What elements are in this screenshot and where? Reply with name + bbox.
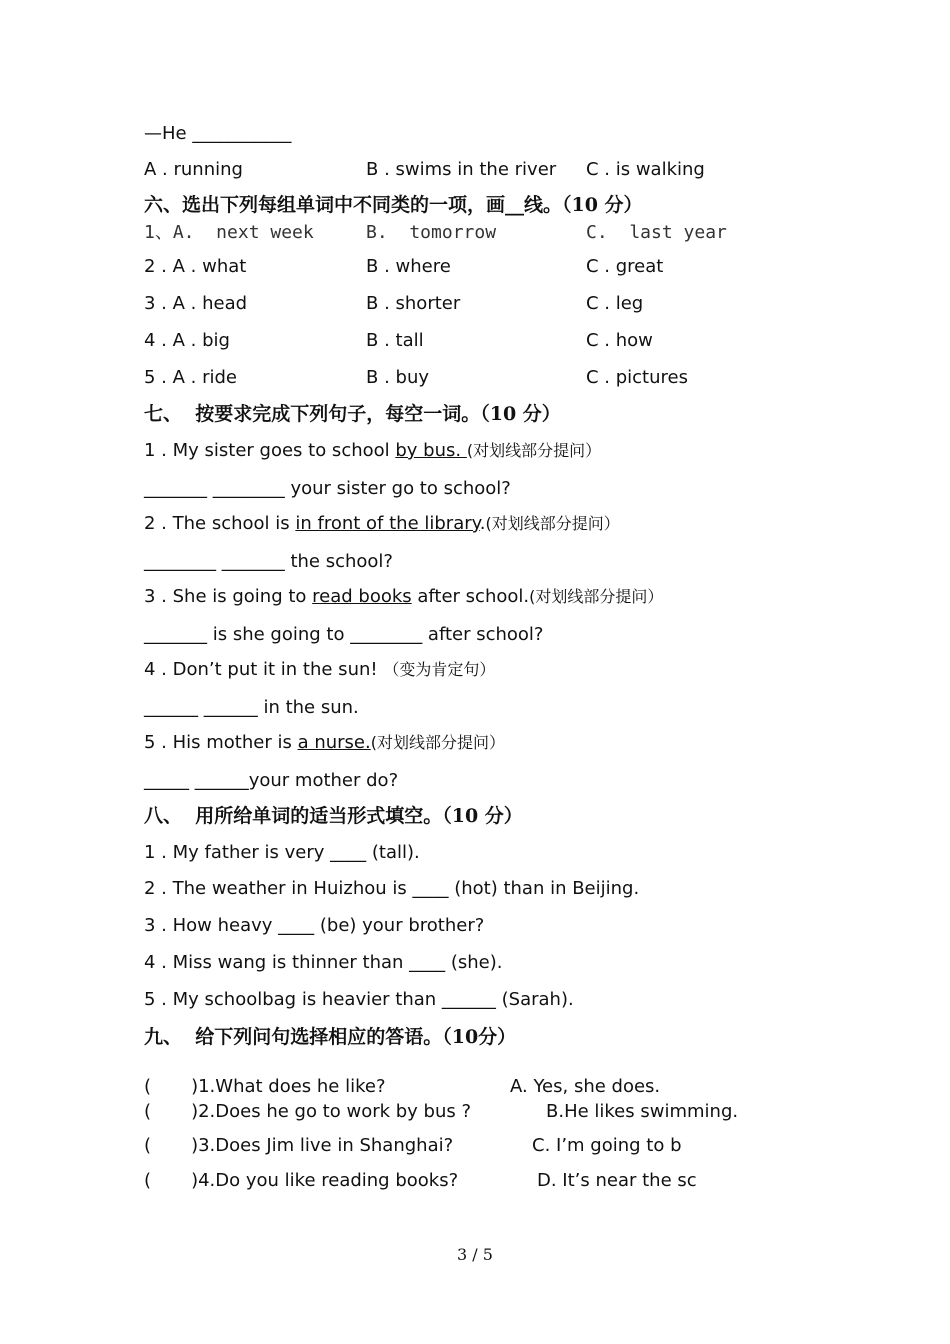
option-c: C . is walking [586, 159, 705, 180]
s7-q2 [144, 515, 620, 533]
section-6-title: 六、选出下列每组单词中不同类的一项，画__线。（10 分） [144, 194, 643, 216]
s8-item-4: 4 . Miss wang is thinner than ____ (she). [144, 952, 503, 973]
s7-q3-post: after school. [411, 586, 530, 607]
s9-answer-c: C. I’m going to b [532, 1135, 682, 1156]
s7-q3-answer: _______ is she going to ________ after school? [144, 624, 544, 645]
s7-q4 [144, 661, 495, 679]
s9-question-1: ( )1.What does he like? [144, 1076, 386, 1097]
s7-q4-text: 4 . Don’t put it in the sun! [144, 659, 384, 680]
s6-row1-a: 1、A. next week [144, 222, 314, 243]
s7-q5 [144, 734, 505, 752]
s8-item-1: 1 . My father is very ____ (tall). [144, 842, 420, 863]
s8-item-3: 3 . How heavy ____ (be) your brother? [144, 915, 485, 936]
s9-question-2: ( )2.Does he go to work by bus ? [144, 1101, 472, 1122]
s6-row5-a: 5 . A . ride [144, 367, 237, 388]
s7-q1-answer: _______ ________ your sister go to school? [144, 478, 511, 499]
s7-q1-note: (对划线部分提问） [466, 441, 602, 460]
s7-q2-post: . [479, 513, 486, 534]
s6-row4-c: C . how [586, 330, 653, 351]
s9-question-3: ( )3.Does Jim live in Shanghai? [144, 1135, 454, 1156]
s7-q5-answer: _____ ______your mother do? [144, 770, 399, 791]
s7-q3 [144, 588, 663, 606]
s8-item-2: 2 . The weather in Huizhou is ____ (hot) than in Beijing. [144, 878, 640, 899]
s7-q2-note: (对划线部分提问） [485, 514, 620, 533]
s8-item-5: 5 . My schoolbag is heavier than ______ (Sarah). [144, 989, 574, 1010]
s7-q3-text: 3 . She is going to [144, 586, 313, 607]
s6-row4-b: B . tall [366, 330, 424, 351]
s6-row4-a: 4 . A . big [144, 330, 230, 351]
option-b: B . swims in the river [366, 159, 557, 180]
s7-q3-underlined: read books [312, 586, 412, 607]
s6-row2-a: 2 . A . what [144, 256, 247, 277]
s9-answer-b: B.He likes swimming. [546, 1101, 739, 1122]
s7-q5-note: (对划线部分提问） [370, 733, 505, 752]
s9-question-4: ( )4.Do you like reading books? [144, 1170, 459, 1191]
s6-row5-c: C . pictures [586, 367, 688, 388]
s9-answer-d: D. It’s near the sc [537, 1170, 697, 1191]
s7-q5-text: 5 . His mother is [144, 732, 298, 753]
s7-q5-underlined: a nurse. [297, 732, 371, 753]
s7-q3-note: (对划线部分提问） [529, 587, 664, 606]
s7-q4-answer: ______ ______ in the sun. [144, 697, 359, 718]
option-a: A . running [144, 159, 243, 180]
s7-q2-text: 2 . The school is [144, 513, 296, 534]
s6-row3-b: B . shorter [366, 293, 461, 314]
section-8-title: 八、 用所给单词的适当形式填空。（10 分） [144, 805, 523, 827]
s6-row3-c: C . leg [586, 293, 644, 314]
s7-q1-text: 1 . My sister goes to school [144, 440, 396, 461]
s6-row1-c: C. last year [586, 222, 727, 243]
s9-answer-a: A. Yes, she does. [510, 1076, 661, 1097]
s6-row2-b: B . where [366, 256, 451, 277]
s7-q2-answer: ________ _______ the school? [144, 551, 393, 572]
prev-question-answer-line: —He ___________ [144, 123, 292, 144]
s7-q1 [144, 442, 601, 460]
s7-q4-note: （变为肯定句） [383, 660, 496, 679]
s7-q2-underlined: in front of the library [295, 513, 480, 534]
section-9-title: 九、 给下列问句选择相应的答语。（10分） [144, 1026, 517, 1048]
s6-row5-b: B . buy [366, 367, 429, 388]
s7-q1-underlined: by bus. [395, 440, 467, 461]
s6-row2-c: C . great [586, 256, 664, 277]
s6-row1-b: B. tomorrow [366, 222, 497, 243]
page-number: 3 / 5 [457, 1245, 493, 1264]
s6-row3-a: 3 . A . head [144, 293, 248, 314]
section-7-title: 七、 按要求完成下列句子，每空一词。（10 分） [144, 403, 561, 425]
